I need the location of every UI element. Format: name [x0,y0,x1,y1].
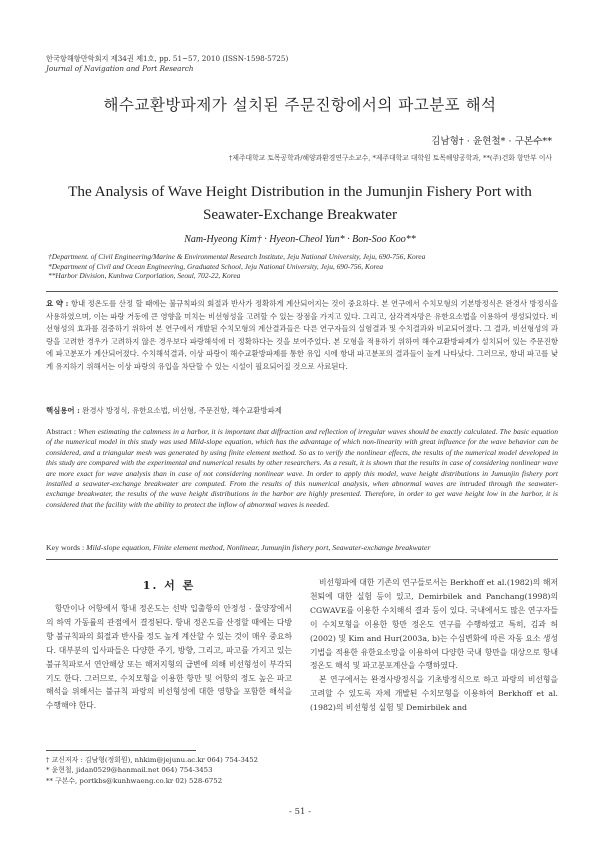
abstract-en [46,427,558,510]
authors-en: Nam-Hyeong Kim† · Hyeon-Cheol Yun* · Bon-Soo Koo** [184,234,416,245]
intro-paragraph-1: 항만이나 어항에서 항내 정온도는 선박 입출항의 안정성 · 물양장에서의 하역 가동률의 관점에서 결정된다. 항내 정온도를 산정할 때에는 다방향 불규칙파의 회절과 반사를 정도 높게 계산할 수 있는 것이 매우 중요하다. 대부분의 입사파들은 다양한 주기, 방향, 그리고, 파고를 가지고 있는 불규칙파로서 연안해상 또는 해저지형의 급변에 의해 비선형성이 부각되기도 한다. 그러므로, 수치모형을 이용한 항만 및 어항의 정도 높은 파고해석을 위해서는 불규칙 파랑의 비선형성에 대한 영향을 포함한 해석을 수행해야 한다. [46,604,292,711]
footnote-corresponding-author: † 교신저자 : 김남형(정회원), nhkim@jejunu.ac.kr 064) 754-3452 [46,756,259,764]
affiliation-en-2: *Department of Civil and Ocean Engineering, Graduated School, Jeju National University, Jeju, 690-756, Korea [48,261,384,271]
abstract-ko-label: 요 약 : [46,299,69,308]
paper-title-en-line1: The Analysis of Wave Height Distribution in the Jumunjin Fishery Port with [68,183,532,200]
paper-title-en [0,180,600,226]
journal-name-en: Journal of Navigation and Port Research [46,64,194,73]
paper-title-en-line2: Seawater-Exchange Breakwater [202,206,398,223]
affiliation-en [48,252,558,281]
keywords-ko-label: 핵심용어 : [46,406,80,415]
intro-paragraph-3: 본 연구에서는 완경사방정식을 기초방정식으로 하고 파랑의 비선형을 고려할 수 있도록 자체 개발된 수치모형을 이용하여 Berkhoff et al.(1982)의 비선형성 실험 및 Demirbilek and [310,675,558,713]
paper-title-ko: 해수교환방파제가 설치된 주문진항에서의 파고분포 해석 [103,96,497,114]
abstract-ko [46,298,558,374]
body-column-left [46,602,292,713]
authors-ko: 김남형† · 윤현철* · 구본수** [431,136,552,147]
section-heading-introduction: 1. 서 론 [142,579,196,592]
keywords-en [46,543,558,552]
abstract-en-text: When estimating the calmness in a harbor, it is important that diffraction and reflection of irregular waves should be exactly calculated. The basic equation of the numerical model in this study was used Mild-slope equation, which has the advantage of which non-linearity with great influence for the wave behavior can be considered, and a triangular mesh was generated by using finite element method. So as to verify the nonlinear effects, the results of the numerical model developed in this study are compared with the experimental and numerical results by other researchers. As a result, it is shown that the results in case of considering nonlinear wave are more exact for wave analysis than in case of not considering nonlinear wave. In order to apply this model, wave height distributions in Jumunjin fishery port installed a seawater-exchange breakwater are computed. From the results of this numerical analysis, when abnormal waves are intruded through the seawater-exchange breakwater, the results of the wave height distributions in the harbor are highly presented. Therefore, in order to get wave height low in the harbor, it is considered that the facility with the ability to protect the inflow of abnormal waves is needed. [46,427,559,509]
keywords-ko [46,405,558,416]
page-number: - 51 - [289,807,311,817]
abstract-divider [46,559,558,560]
keywords-en-label: Key words : [46,543,85,552]
body-column-right [310,576,558,715]
affiliation-en-1: †Department. of Civil Engineering/Marine & Environmental Research Institute, Jeju National University, Jeju, 690-756, Korea [48,252,426,261]
affiliation-ko: †제주대학교 토목공학과/해양과환경연구소교수, *제주대학교 대학원 토목해양공학과, **(주)건화 항만부 이사 [229,154,552,162]
journal-header [46,54,288,74]
abstract-ko-text: 항내 정온도를 산정 할 때에는 불규칙파의 회절과 반사가 정확하게 계산되어지는 것이 중요하다. 본 연구에서 수치모형의 기본방정식은 완경사 방정식을 사용하였으며, 이는 파랑 거동에 큰 영향을 미치는 비선형성을 고려할 수 있는 장점을 가지고 있다. 그리고, 삼각격자망은 유한요소법을 이용하여 생성되었다. 비선형성의 효과를 검증하기 위하여 본 연구에서 개발된 수치모형의 계산결과들은 다른 연구자들의 실험결과 및 수치결과와 비교되어졌다. 그 결과, 비선형성의 과랑을 고려한 경우가 고려하지 않은 경우보다 파랑해석에 더 정확하다는 것을 보여주었다. 본 모형을 적용하기 위하여 해수교환방파제가 설치되어 있는 주문진항에 파고분포가 계산되어졌다. 수치해석결과, 이상 파랑이 해수교환방파제를 통한 유입 시에 항내 파고분포의 결과들이 높게 나타났다. 그러므로, 항내 파고를 낮게 유지하기 위해서는 이상 파랑의 유입을 차단할 수 있는 시설이 필요되어질 것으로 사료된다. [46,299,559,371]
affiliation-en-3: **Harbor Division, Kunhwa Corporlation, Seoul, 702-22, Korea [48,271,241,281]
footnote-divider [46,750,196,751]
footnotes [46,755,296,786]
footnote-author-3: ** 구본수, portkbs@kunhwaeng.co.kr 02) 528-6752 [46,776,223,785]
footnote-author-2: * 윤현철, jidan0529@hanmail.net 064) 754-3453 [46,766,213,775]
keywords-ko-text: 완경사 방정식, 유한요소법, 비선형, 주문진항, 해수교환방파제 [82,406,282,415]
header-divider [46,291,558,292]
abstract-en-label: Abstract : [46,427,77,436]
intro-paragraph-2: 비선형파에 대한 기존의 연구들로서는 Berkhoff et al.(1982)의 해저 천퇴에 대한 실험 등이 있고, Demirbilek and Panchang(1998)의 CGWAVE를 이용한 수치해석 결과 등이 있다. 국내에서도 많은 연구자들이 수치모형을 이용한 항만 정온도 연구를 수행하였고 특히, 김과 허(2002) 및 Kim and Hur(2003a, b)는 수심변화에 따른 자동 요소 생성기법을 적용한 유한요소망을 이용하여 다양한 국내 항만을 대상으로 항내 정온도 해석 및 파고분포계산을 수행하였다. [310,578,558,671]
journal-citation: 한국항해항만학회지 제34권 제1호, pp. 51~57, 2010 (ISSN-1598-5725) [46,54,289,63]
keywords-en-text: Mild-slope equation, Finite element method, Nonlinear, Jumunjin fishery port, Seawater-exchange breakwater [86,543,431,552]
